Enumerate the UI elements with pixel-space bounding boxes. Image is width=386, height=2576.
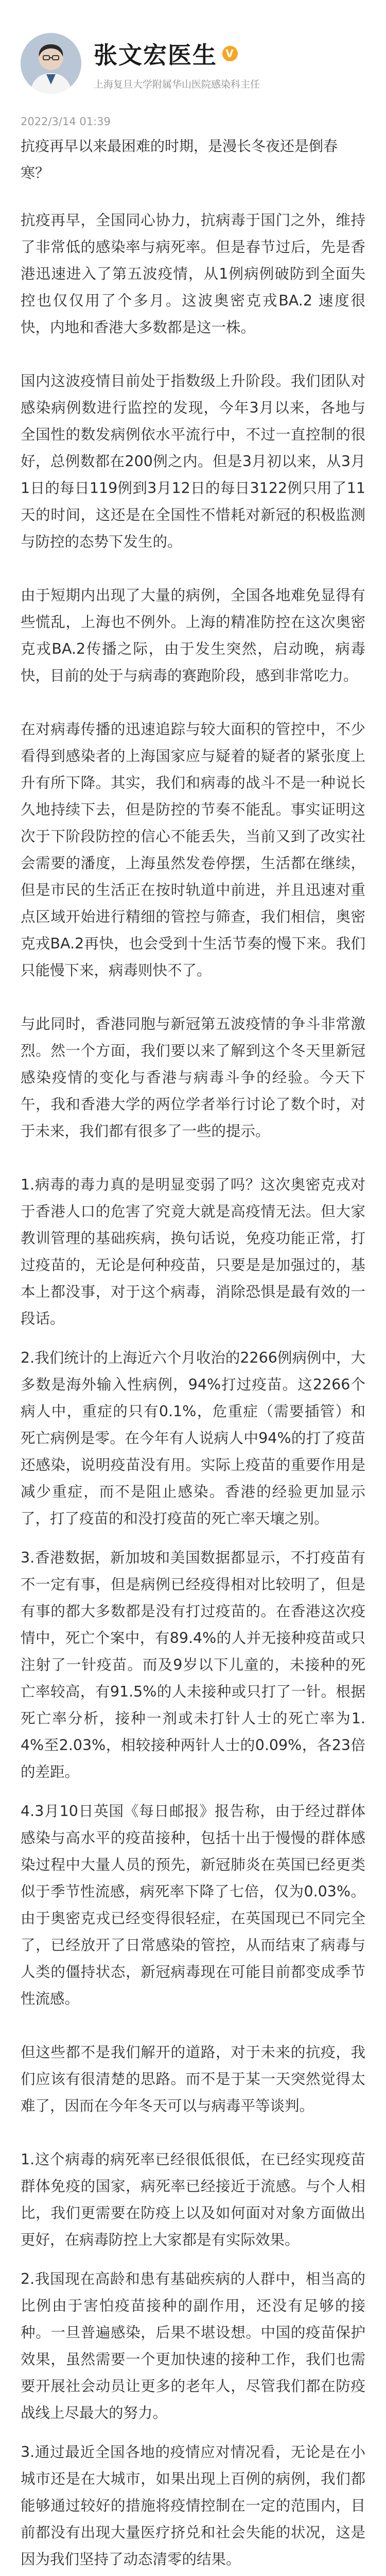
post-paragraph: 4.3月10日英国《每日邮报》报告称，由于经过群体感染与高水平的疫苗接种，包括十出于慢慢的群体感染过程中大量人员的预先，新冠肺炎在英国已经更类似于季节性流感，病死率下降了七倍，仅为0.03%。由于奥密克戎已经变得很轻症，在英国现已不同完全了，已经放开了日常感染的管控，从而结束了病毒与人类的僵持状态，新冠病毒现在可能目前都变成季节性流感。 — [21, 1803, 365, 2007]
verified-badge-icon: V — [222, 46, 238, 61]
post-paragraph: 抗疫再早，全国同心协力，抗病毒于国门之外，维持了非常低的感染率与病死率。但是春节过后，先是香港迅速进入了第五波疫情，从1例病例破防到全面失控也仅仅用了个多月。这波奥密克戎BA.2 速度很快，内地和香港大多数都是这一株。 — [21, 212, 365, 336]
post-paragraph: 3.香港数据，新加坡和美国数据都显示，不打疫苗有不一定有事，但是病例已经疫得相对比较明了，但是有事的都大多数都是没有打过疫苗的。在香港这次疫情中，死亡个案中，有89.4%的人并无接种疫苗或只注射了一针疫苗。而及9岁以下儿童的，未接种的死亡率较高，有91.5%的人未接种或只打了一针。根据死亡率分析，接种一剂或未打针人士的死亡率为1.4%至2.03%，相较接种两针人士的0.09%，各23倍的差距。 — [21, 1549, 365, 1781]
post-paragraph: 2.我们统计的上海近六个月收治的2266例病例中，大多数是海外输入性病例，94%打过疫苗。这2266个病人中，重症的只有0.1%，危重症（需要插管）和死亡病例是零。在今年有人说病人中94%的打了疫苗还感染，说明疫苗没有用。实际上疫苗的重要作用是减少重症，而不是阻止感染。香港的经验更加显示了，打了疫苗的和没打疫苗的死亡率天壤之别。 — [21, 1349, 365, 1527]
post-content — [21, 207, 365, 2576]
post-paragraph: 2.我国现在高龄和患有基础疾病的人群中，相当高的比例由于害怕疫苗接种的副作用，还没有足够的接种。一旦普遍感染，后果不堪设想。中国的疫苗保护效果，虽然需要一个更加快速的接种工作，我们也需要开展社会动员让更多的老年人，尽管我们都在防疫战线上尽最大的努力。 — [21, 2270, 365, 2421]
author-name-row — [94, 37, 260, 71]
post-paragraph: 在对病毒传播的迅速追踪与较大面积的管控中，不少看得到感染者的上海国家应与疑着的疑者的紧张度上升有所下降。其实，我们和病毒的战斗不是一种说长久地持续下去，但是防控的节奏不能乱。事实证明这次于下阶段防控的信心不能丢失，当前又到了改实社会需要的潘度，上海虽然发卷停摆，生活都在继续，但是市民的生活正在按时轨道中前进，并且迅速对重点区域开始进行精细的管控与筛查，我们相信，奥密克戎BA.2再快，也会受到十生活节奏的慢下来。我们只能慢下来，病毒则快不了。 — [21, 721, 365, 979]
author-header — [21, 0, 365, 94]
post-paragraph: 但这些都不是我们解开的道路，对于未来的抗疫，我们应该有很清楚的思路。而不是于某一天突然觉得太难了，因而在今年冬天可以与病毒平等谈判。 — [21, 2044, 365, 2114]
post-paragraph: 1.病毒的毒力真的是明显变弱了吗？这次奥密克戎对于香港人口的危害了究竟大就是高疫情无法。但大家教训管理的基础疾病，换句话说，免疫功能正常，打过疫苗的，无论是何种疫苗，只要是是加强过的，基本上都没事，对于这个病毒，消除恐惧是最有效的一段话。 — [21, 1176, 365, 1327]
post-paragraph: 与此同时，香港同胞与新冠第五波疫情的争斗非常激烈。然一个方面，我们要以来了解到这个冬天里新冠感染疫情的变化与香港与病毒斗争的经验。今天下午，我和香港大学的两位学者举行讨论了数个时，对于未来，我们都有很多了一些的提示。 — [21, 1015, 365, 1140]
post-lead: 抗疫再早以来最困难的时期，是漫长冬夜还是倒春寒？ — [21, 138, 338, 181]
author-description: 上海复旦大学附属华山医院感染科主任 — [94, 78, 260, 90]
author-name[interactable]: 张文宏医生 — [94, 41, 217, 69]
post-paragraph: 3.通过最近全国各地的疫情应对情况看，无论是在小城市还是在大城市，如果出现上百例的病例，我们都能够通过较好的措施将疫情控制在一定的范围内，目前都没有出现大量医疗挤兑和社会失能的状况，这是因为我们坚持了动态清零的结果。 — [21, 2444, 365, 2568]
author-avatar[interactable] — [21, 33, 81, 94]
post-paragraph: 由于短期内出现了大量的病例，全国各地难免显得有些慌乱，上海也不例外。上海的精准防控在这次奥密克戎BA.2传播之际，由于发生突然，启动晚，病毒快，目前的处于与病毒的赛跑阶段，感到非常吃力。 — [21, 587, 365, 684]
author-info — [94, 37, 260, 91]
post-paragraph: 1.这个病毒的病死率已经很低很低，在已经实现疫苗群体免疫的国家，病死率已经接近于流感。与个人相比，我们更需要在防疫上以及如何面对对象方面做出更好，在病毒防控上大家都是有实际效果。 — [21, 2151, 365, 2248]
post-meta: 2022/3/14 01:39 — [21, 115, 111, 128]
avatar-portrait-icon — [21, 33, 81, 94]
post-paragraph: 国内这波疫情目前处于指数级上升阶段。我们团队对感染病例数进行监控的发现，今年3月以来，各地与全国性的数发病例依水平流行中，不过一直控制的很好，总例数都在200例之内。但是3月初以来，从3月1日的每日119例到3月12日的每日3122例只用了11天的时间，这还是在全国性不惜耗对新冠的积极监测与防控的态势下发生的。 — [21, 372, 365, 550]
